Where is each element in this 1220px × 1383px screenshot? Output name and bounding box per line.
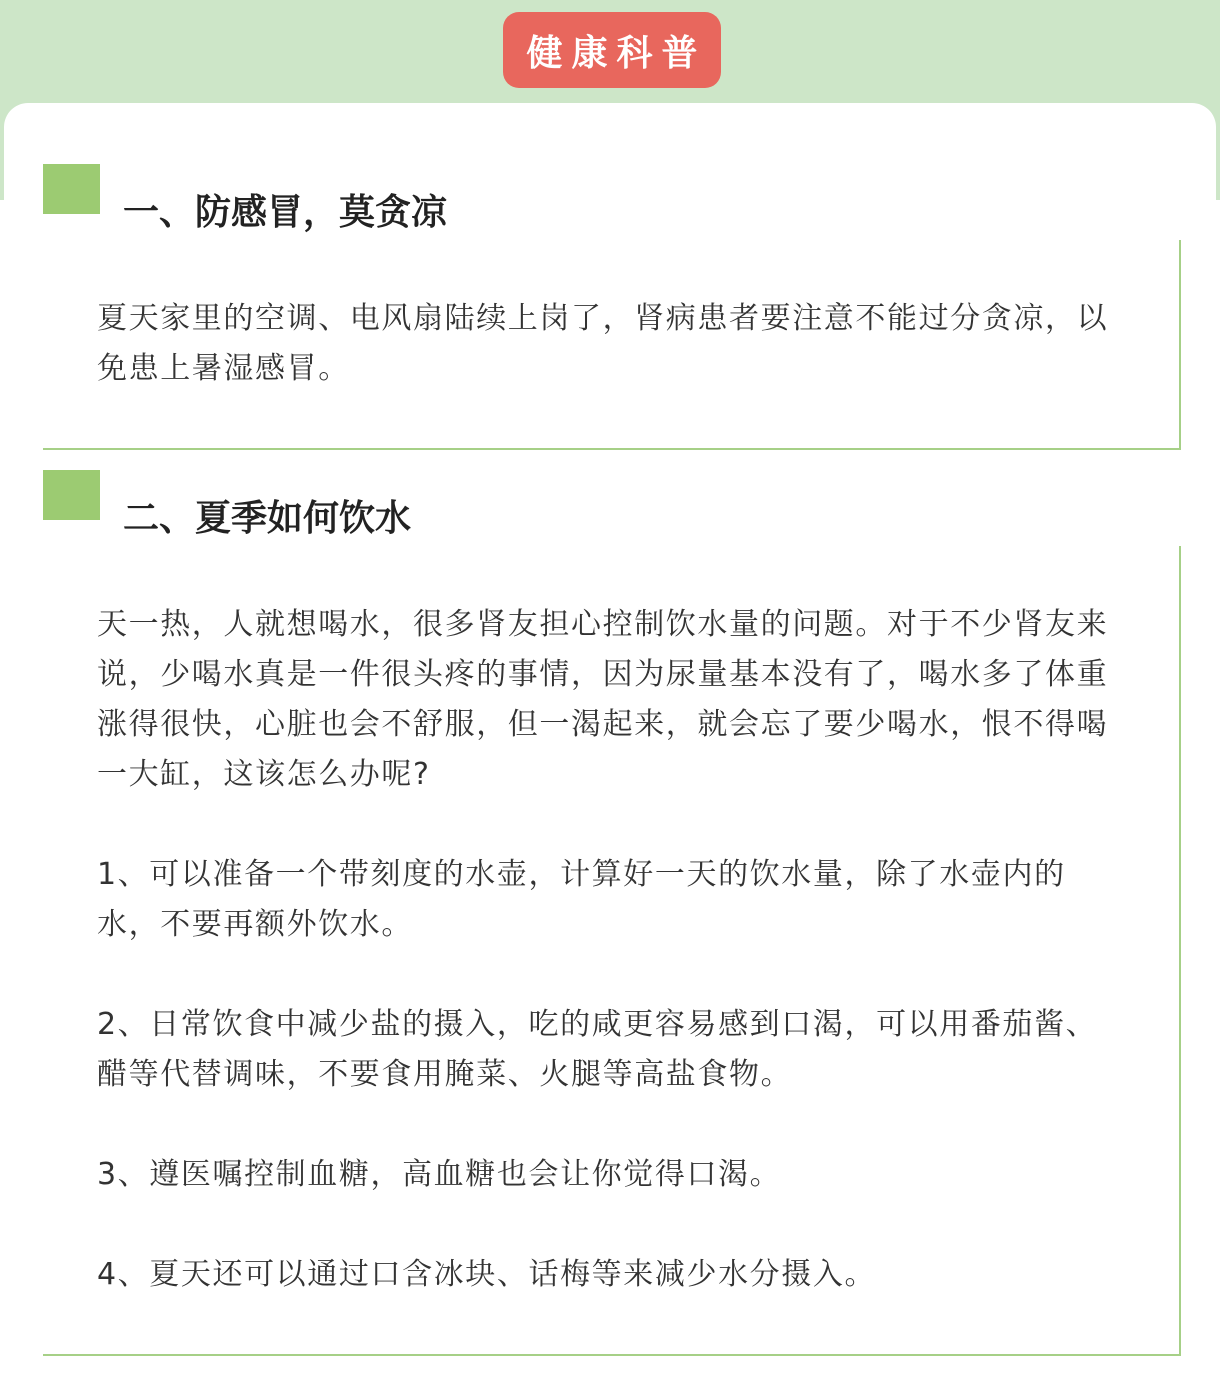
section-frame-bottom bbox=[43, 448, 1181, 450]
tip-item-3: 3、遵医嘱控制血糖，高血糖也会让你觉得口渴。 bbox=[97, 1157, 782, 1192]
tip-item-4: 4、夏天还可以通过口含冰块、话梅等来减少水分摄入。 bbox=[97, 1257, 877, 1292]
tip-item-2: 2、日常饮食中减少盐的摄入，吃的咸更容易感到口渴，可以用番茄酱、醋等代替调味，不要食用腌菜、火腿等高盐食物。 bbox=[97, 1007, 1098, 1092]
category-badge: 健康科普 bbox=[503, 12, 721, 88]
paragraph-intro: 天一热，人就想喝水，很多肾友担心控制饮水量的问题。对于不少肾友来说，少喝水真是一件很头疼的事情，因为尿量基本没有了，喝水多了体重涨得很快，心脏也会不舒服，但一渴起来，就会忘了要少喝水，恨不得喝一大缸，这该怎么办呢? bbox=[97, 607, 1109, 792]
section-marker-square bbox=[43, 470, 100, 520]
section-frame-bottom bbox=[43, 1354, 1181, 1356]
section-title: 一、防感冒，莫贪凉 bbox=[123, 192, 448, 233]
section-frame-right bbox=[1179, 546, 1181, 1356]
section-title: 二、夏季如何饮水 bbox=[123, 498, 412, 539]
section-frame-right bbox=[1179, 240, 1181, 450]
tip-item-1: 1、可以准备一个带刻度的水壶，计算好一天的饮水量，除了水壶内的水，不要再额外饮水。 bbox=[97, 857, 1066, 942]
paragraph: 夏天家里的空调、电风扇陆续上岗了，肾病患者要注意不能过分贪凉，以免患上暑湿感冒。 bbox=[97, 301, 1109, 386]
section-marker-square bbox=[43, 164, 100, 214]
